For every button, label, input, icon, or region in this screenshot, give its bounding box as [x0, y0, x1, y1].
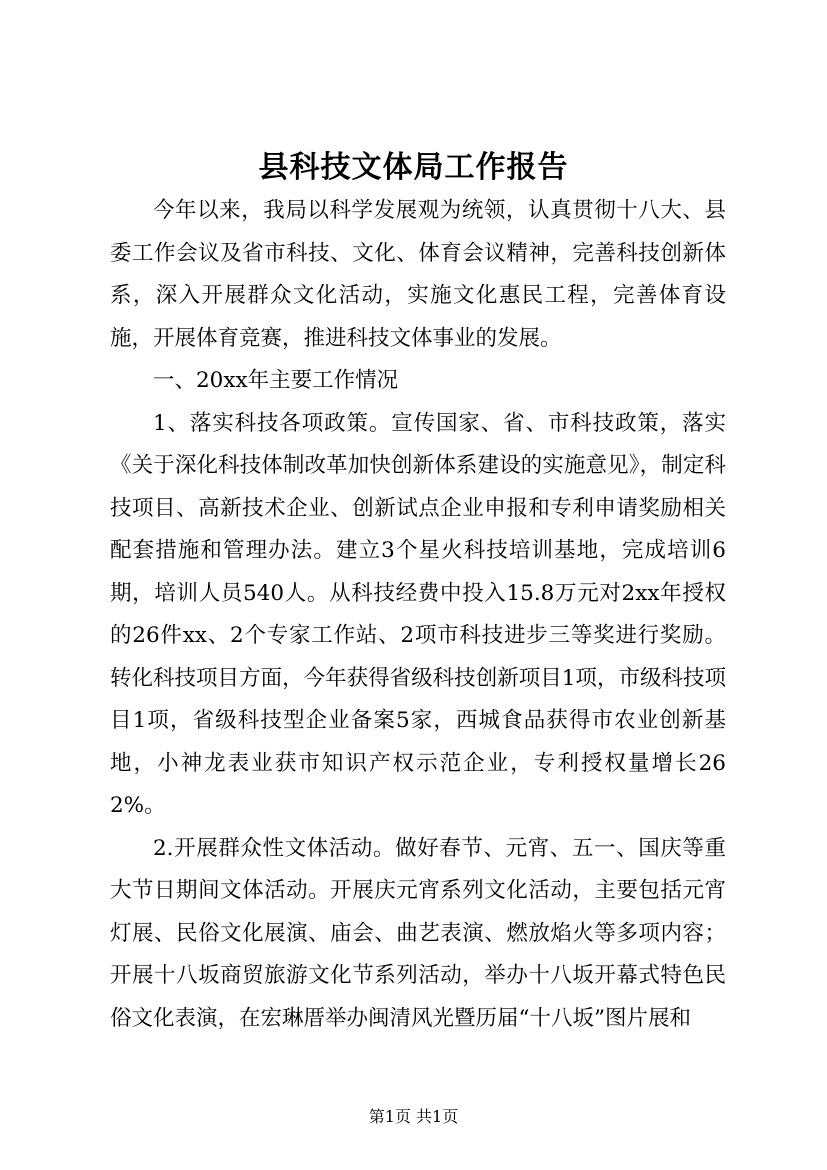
- document-body: [110, 190, 726, 1040]
- paragraph-intro: 今年以来，我局以科学发展观为统领，认真贯彻十八大、县委工作会议及省市科技、文化、体育会议精神，完善科技创新体系，深入开展群众文化活动，实施文化惠民工程，完善体育设施，开展体育竞赛，推进科技文体事业的发展。: [110, 198, 726, 351]
- paragraph-tech-policy: 1、落实科技各项政策。宣传国家、省、市科技政策，落实《关于深化科技体制改革加快创新体系建设的实施意见》，制定科技项目、高新技术企业、创新试点企业申报和专利申请奖励相关配套措施和管理办法。建立3个星火科技培训基地，完成培训6期，培训人员540人。从科技经费中投入15.8万元对2xx年授权的26件xx、2个专家工作站、2项市科技进步三等奖进行奖励。转化科技项目方面，今年获得省级科技创新项目1项，市级科技项目1项，省级科技型企业备案5家，西城食品获得市农业创新基地，小神龙表业获市知识产权示范企业，专利授权量增长262%。: [110, 410, 726, 818]
- paragraph-cultural-activities: 2.开展群众性文体活动。做好春节、元宵、五一、国庆等重大节日期间文体活动。开展庆元宵系列文化活动，主要包括元宵灯展、民俗文化展演、庙会、曲艺表演、燃放焰火等多项内容；开展十八坂商贸旅游文化节系列活动，举办十八坂开幕式特色民俗文化表演，在宏琳厝举办闽清风光暨历届“十八坂”图片展和: [110, 835, 726, 1031]
- page-footer: 第1页 共1页: [368, 1107, 459, 1126]
- section-heading: 一、20xx年主要工作情况: [153, 368, 399, 393]
- document-title: 县科技文体局工作报告: [258, 150, 569, 185]
